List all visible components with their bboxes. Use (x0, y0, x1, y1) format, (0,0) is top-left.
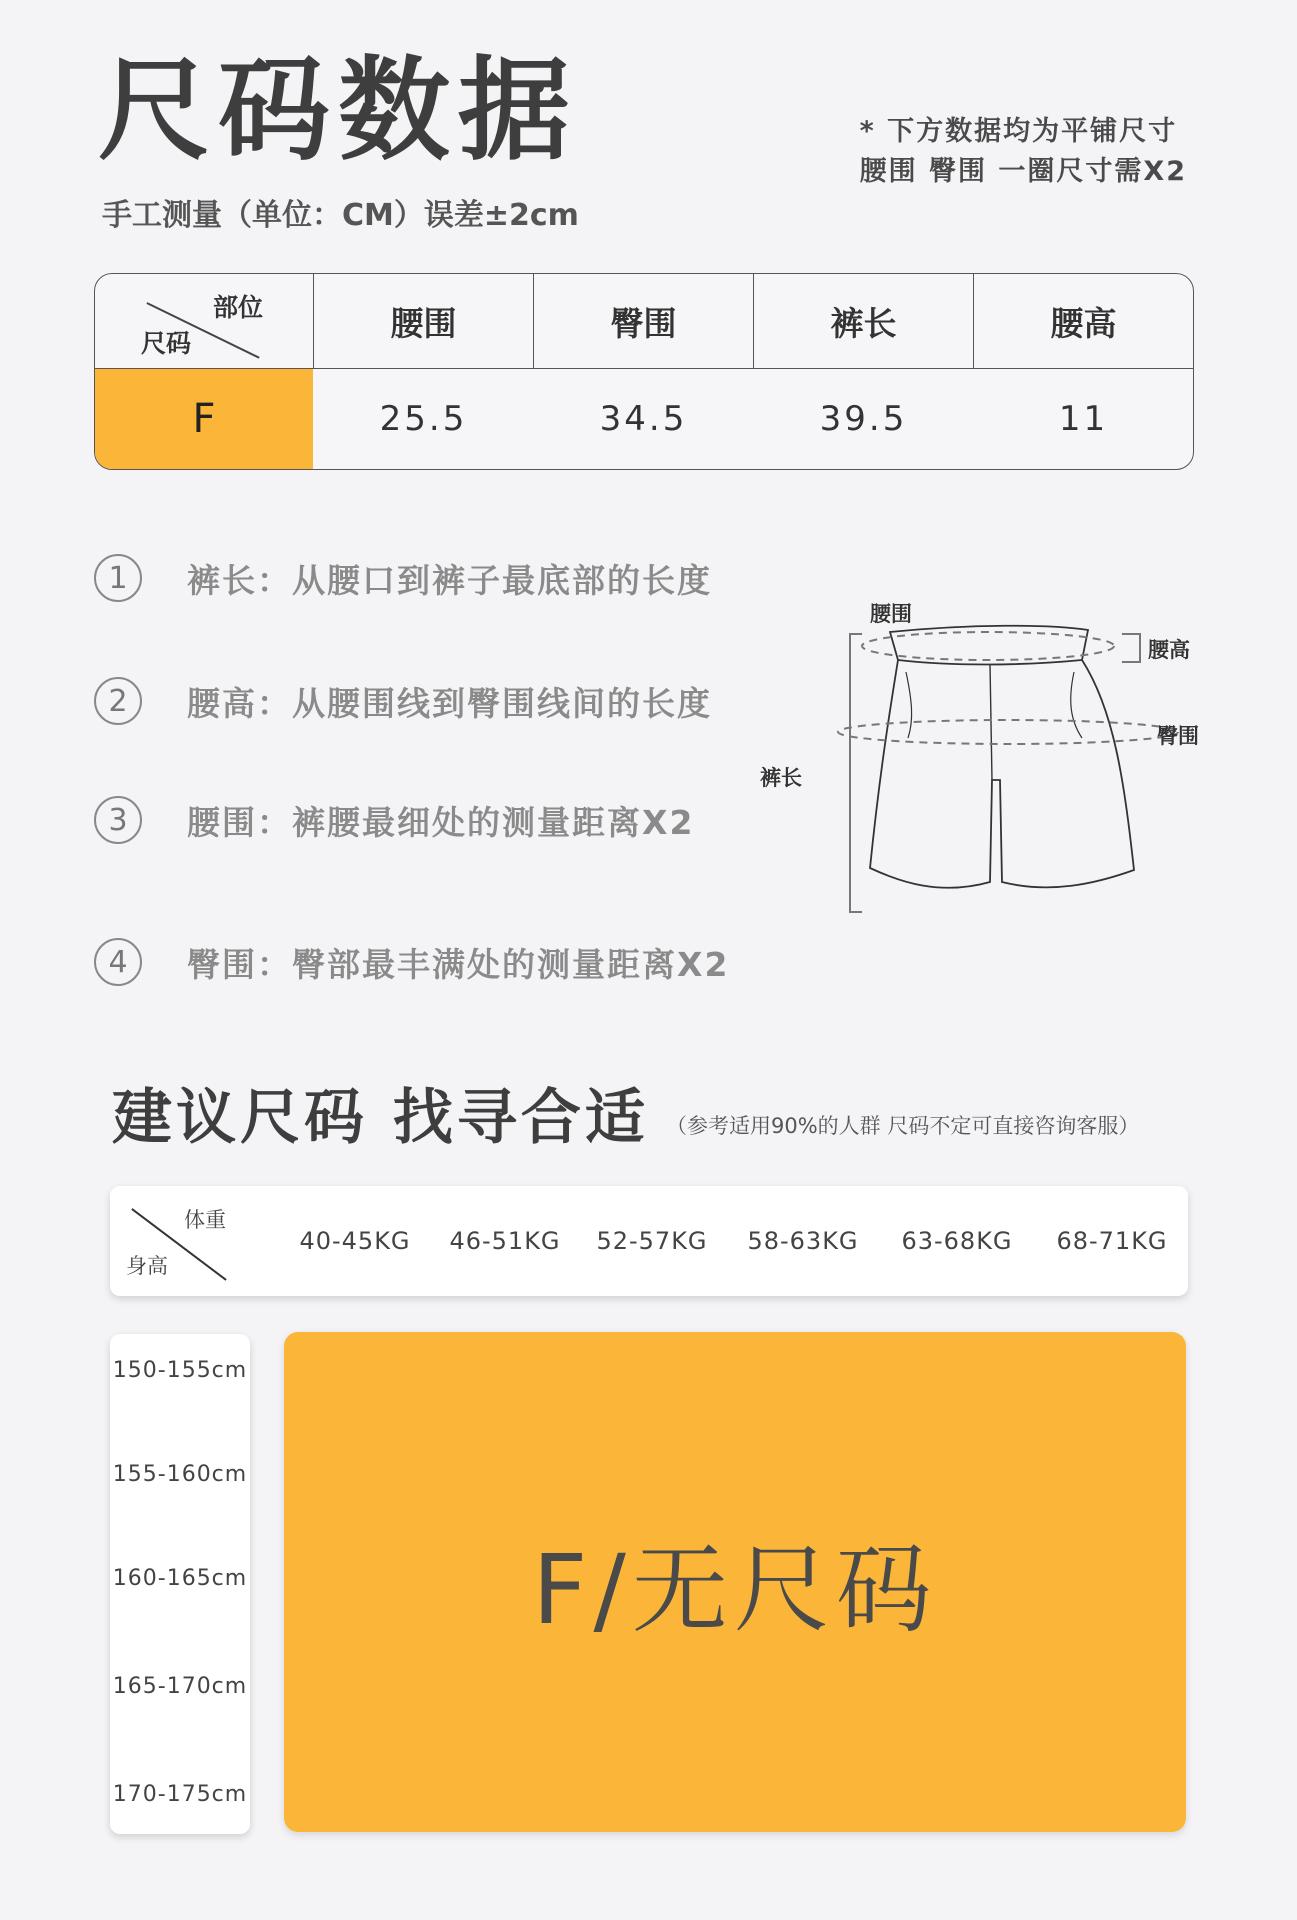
measurement-item (94, 675, 712, 727)
measurement-text: 腰高：从腰围线到臀围线间的长度 (187, 683, 712, 723)
table-row (95, 369, 1193, 469)
weight-cell: 52-57KG (596, 1227, 708, 1255)
shorts-diagram-icon (820, 620, 1220, 920)
height-cell: 150-155cm (112, 1358, 248, 1383)
height-cell: 170-175cm (112, 1782, 248, 1807)
number-circle-icon: 4 (94, 938, 142, 986)
weight-header (110, 1186, 1188, 1296)
measure-note (860, 112, 1187, 192)
column-header-waist-height: 腰高 (1050, 303, 1117, 343)
number-circle-icon: 3 (94, 796, 142, 844)
page-subtitle: 手工测量（单位：CM）误差±2cm (102, 198, 579, 233)
value-hip: 34.5 (599, 399, 688, 439)
corner-label-size: 尺码 (141, 329, 192, 358)
weight-cell: 68-71KG (1056, 1227, 1168, 1255)
diagram-label-length: 裤长 (760, 766, 802, 790)
number-circle-icon: 1 (94, 554, 142, 602)
measurement-item (94, 794, 694, 846)
diagram-label-waist-height: 腰高 (1148, 638, 1190, 662)
measure-note-line1: * 下方数据均为平铺尺寸 (859, 116, 1178, 147)
value-length: 39.5 (819, 399, 908, 439)
value-waist: 25.5 (379, 399, 468, 439)
measurement-item (94, 552, 712, 604)
column-header-hip: 臀围 (534, 274, 754, 368)
measurement-text: 裤长：从腰口到裤子最底部的长度 (187, 560, 712, 600)
weight-cell: 40-45KG (299, 1227, 411, 1255)
diagram-label-waist: 腰围 (870, 602, 912, 626)
corner-label-part: 部位 (213, 293, 264, 322)
weight-cell: 58-63KG (747, 1227, 859, 1255)
page-title: 尺码数据 (98, 46, 578, 176)
weight-cell: 63-68KG (901, 1227, 1013, 1255)
size-table-corner (95, 274, 314, 368)
measurement-item (94, 936, 729, 988)
diagram-label-hip: 臀围 (1157, 724, 1199, 748)
size-cell: F (95, 369, 313, 469)
value-waist-height: 11 (1058, 399, 1109, 439)
corner-label-height: 身高 (126, 1254, 168, 1278)
height-cell: 160-165cm (112, 1566, 248, 1591)
recommend-result (284, 1332, 1186, 1832)
column-header-waist: 腰围 (314, 274, 534, 368)
corner-label-weight: 体重 (184, 1208, 226, 1232)
size-table-header (95, 274, 1193, 369)
column-header-length: 裤长 (754, 274, 974, 368)
size-table (94, 273, 1194, 470)
number-circle-icon: 2 (94, 677, 142, 725)
result-text: F/无尺码 (532, 1533, 938, 1646)
measurement-text: 臀围：臀部最丰满处的测量距离X2 (187, 944, 730, 984)
height-cell: 165-170cm (112, 1674, 248, 1699)
measurement-text: 腰围：裤腰最细处的测量距离X2 (187, 802, 695, 842)
weight-cell: 46-51KG (449, 1227, 561, 1255)
height-cell: 155-160cm (112, 1462, 248, 1487)
measure-note-line2: 腰围 臀围 一圈尺寸需X2 (859, 156, 1187, 187)
recommend-note: （参考适用90%的人群 尺码不定可直接咨询客服） (666, 1114, 1140, 1138)
height-column (110, 1334, 250, 1834)
recommend-title: 建议尺码 找寻合适 (112, 1083, 649, 1153)
